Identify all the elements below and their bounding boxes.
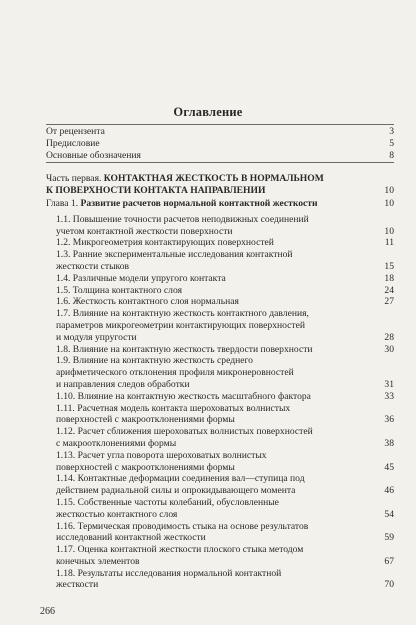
toc-page: 38 bbox=[384, 437, 394, 449]
toc-item[interactable] bbox=[46, 237, 394, 249]
chapter-label: Глава 1. bbox=[46, 197, 79, 209]
toc-page: 31 bbox=[384, 378, 394, 390]
toc-item-line: жесткости bbox=[56, 579, 99, 591]
toc-item[interactable] bbox=[46, 450, 394, 474]
toc-label: От рецензента bbox=[46, 126, 105, 137]
toc-item-line: 1.4. Различные модели упругого контакта bbox=[56, 272, 226, 284]
toc-page: 10 bbox=[384, 225, 394, 237]
toc-page: 67 bbox=[384, 555, 394, 567]
toc-page: 36 bbox=[384, 414, 394, 426]
toc-page: 30 bbox=[384, 343, 394, 355]
toc-item-line: и направления следов обработки bbox=[56, 378, 190, 390]
toc-page: 45 bbox=[384, 461, 394, 473]
toc-part[interactable] bbox=[46, 173, 394, 197]
toc-item[interactable] bbox=[46, 568, 394, 592]
toc-page: 18 bbox=[384, 272, 394, 284]
toc-item-line: 1.8. Влияние на контактную жесткость твердости поверхности bbox=[56, 343, 313, 355]
toc-page: 5 bbox=[389, 137, 394, 149]
toc-items bbox=[46, 214, 394, 592]
toc-item-line: 1.15. Собственные частоты колебаний, обусловленные bbox=[56, 496, 279, 508]
toc-item-line: 1.3. Ранние экспериментальные исследования контактной bbox=[56, 249, 293, 261]
part-prefix: Часть первая. bbox=[46, 173, 102, 185]
toc-page: 33 bbox=[384, 390, 394, 402]
table-of-contents bbox=[46, 126, 394, 591]
toc-item[interactable] bbox=[46, 355, 394, 390]
toc-page: 11 bbox=[384, 237, 394, 249]
toc-item-line: жесткостью контактного слоя bbox=[56, 508, 178, 520]
toc-label: Основные обозначения bbox=[46, 149, 141, 161]
toc-page: 24 bbox=[384, 284, 394, 296]
toc-item[interactable] bbox=[46, 544, 394, 568]
toc-item-line: параметров микрогеометрии контактирующих поверхностей bbox=[56, 319, 306, 331]
divider-mid bbox=[46, 162, 394, 163]
page-title: Оглавление bbox=[173, 105, 243, 119]
toc-item[interactable] bbox=[46, 249, 394, 273]
toc-item[interactable] bbox=[46, 296, 394, 308]
toc-item[interactable] bbox=[46, 521, 394, 545]
toc-item[interactable] bbox=[46, 344, 394, 356]
toc-item[interactable] bbox=[46, 426, 394, 450]
toc-item-line: 1.2. Микрогеометрия контактирующих поверхностей bbox=[56, 237, 274, 249]
toc-item-line: жесткости стыков bbox=[56, 260, 130, 272]
toc-item-line: 1.14. Контактные деформации соединения вал—ступица под bbox=[56, 473, 305, 485]
toc-item-line: действием радиальной силы и опрокидывающего момента bbox=[56, 485, 296, 497]
toc-chapter[interactable] bbox=[46, 198, 394, 210]
toc-item-line: поверхностей с макроотклонениями формы bbox=[56, 414, 235, 426]
toc-item[interactable] bbox=[46, 214, 394, 238]
divider-top bbox=[46, 124, 394, 125]
toc-item-line: 1.10. Влияние на контактную жесткость масштабного фактора bbox=[56, 390, 311, 402]
toc-page: 3 bbox=[389, 126, 394, 137]
toc-item-line: 1.16. Термическая проводимость стыка на основе результатов bbox=[56, 520, 309, 532]
toc-page: 46 bbox=[384, 485, 394, 497]
toc-front-2[interactable] bbox=[46, 138, 394, 150]
toc-item-line: 1.5. Толщина контактного слоя bbox=[56, 284, 182, 296]
toc-item-line: конечных элементов bbox=[56, 555, 140, 567]
toc-item-line: исследований контактной жесткости bbox=[56, 532, 206, 544]
toc-page: 15 bbox=[384, 260, 394, 272]
toc-item[interactable] bbox=[46, 403, 394, 427]
chapter-title: Развитие расчетов нормальной контактной жесткости bbox=[80, 197, 318, 209]
toc-item-line: 1.13. Расчет угла поворота шероховатых волнистых bbox=[56, 449, 267, 461]
toc-page: 10 bbox=[384, 197, 394, 209]
toc-item[interactable] bbox=[46, 308, 394, 343]
toc-front-3[interactable] bbox=[46, 150, 394, 162]
toc-page: 8 bbox=[389, 149, 394, 161]
toc-page: 28 bbox=[384, 331, 394, 343]
part-title-line1: КОНТАКТНАЯ ЖЕСТКОСТЬ В НОРМАЛЬНОМ bbox=[103, 173, 324, 185]
toc-item-line: 1.9. Влияние на контактную жесткость среднего bbox=[56, 355, 253, 367]
toc-item-line: 1.17. Оценка контактной жесткости плоского стыка методом bbox=[56, 544, 304, 556]
toc-page: 59 bbox=[384, 532, 394, 544]
part-title-line2: К ПОВЕРХНОСТИ КОНТАКТА НАПРАВЛЕНИИ bbox=[46, 185, 266, 197]
toc-page: 70 bbox=[384, 579, 394, 591]
toc-page: 54 bbox=[384, 508, 394, 520]
toc-item-line: поверхностей с макроотклонениями формы bbox=[56, 461, 235, 473]
toc-item[interactable] bbox=[46, 273, 394, 285]
toc-item-line: 1.11. Расчетная модель контакта шероховатых волнистых bbox=[56, 402, 291, 414]
toc-item-line: 1.6. Жесткость контактного слоя нормальная bbox=[56, 296, 239, 308]
toc-item-line: с макроотклонениями формы bbox=[56, 437, 177, 449]
toc-item-line: учетом контактной жесткости поверхности bbox=[56, 225, 233, 237]
toc-label: Предисловие bbox=[46, 137, 100, 149]
toc-item[interactable] bbox=[46, 391, 394, 403]
page-number: 266 bbox=[40, 606, 55, 617]
toc-front-1[interactable] bbox=[46, 126, 394, 138]
toc-item-line: арифметического отклонения профиля микронеровностей bbox=[56, 367, 294, 379]
toc-page: 27 bbox=[384, 296, 394, 308]
toc-item-line: 1.1. Повышение точности расчетов неподвижных соединений bbox=[56, 213, 309, 225]
toc-item-line: 1.18. Результаты исследования нормальной контактной bbox=[56, 567, 282, 579]
toc-item[interactable] bbox=[46, 285, 394, 297]
toc-item-line: и модуля упругости bbox=[56, 331, 137, 343]
toc-item[interactable] bbox=[46, 497, 394, 521]
toc-page: 10 bbox=[384, 185, 394, 197]
toc-item-line: 1.7. Влияние на контактную жесткость контактного давления, bbox=[56, 308, 309, 320]
toc-item[interactable] bbox=[46, 473, 394, 497]
toc-item-line: 1.12. Расчет сближения шероховатых волнистых поверхностей bbox=[56, 426, 313, 438]
